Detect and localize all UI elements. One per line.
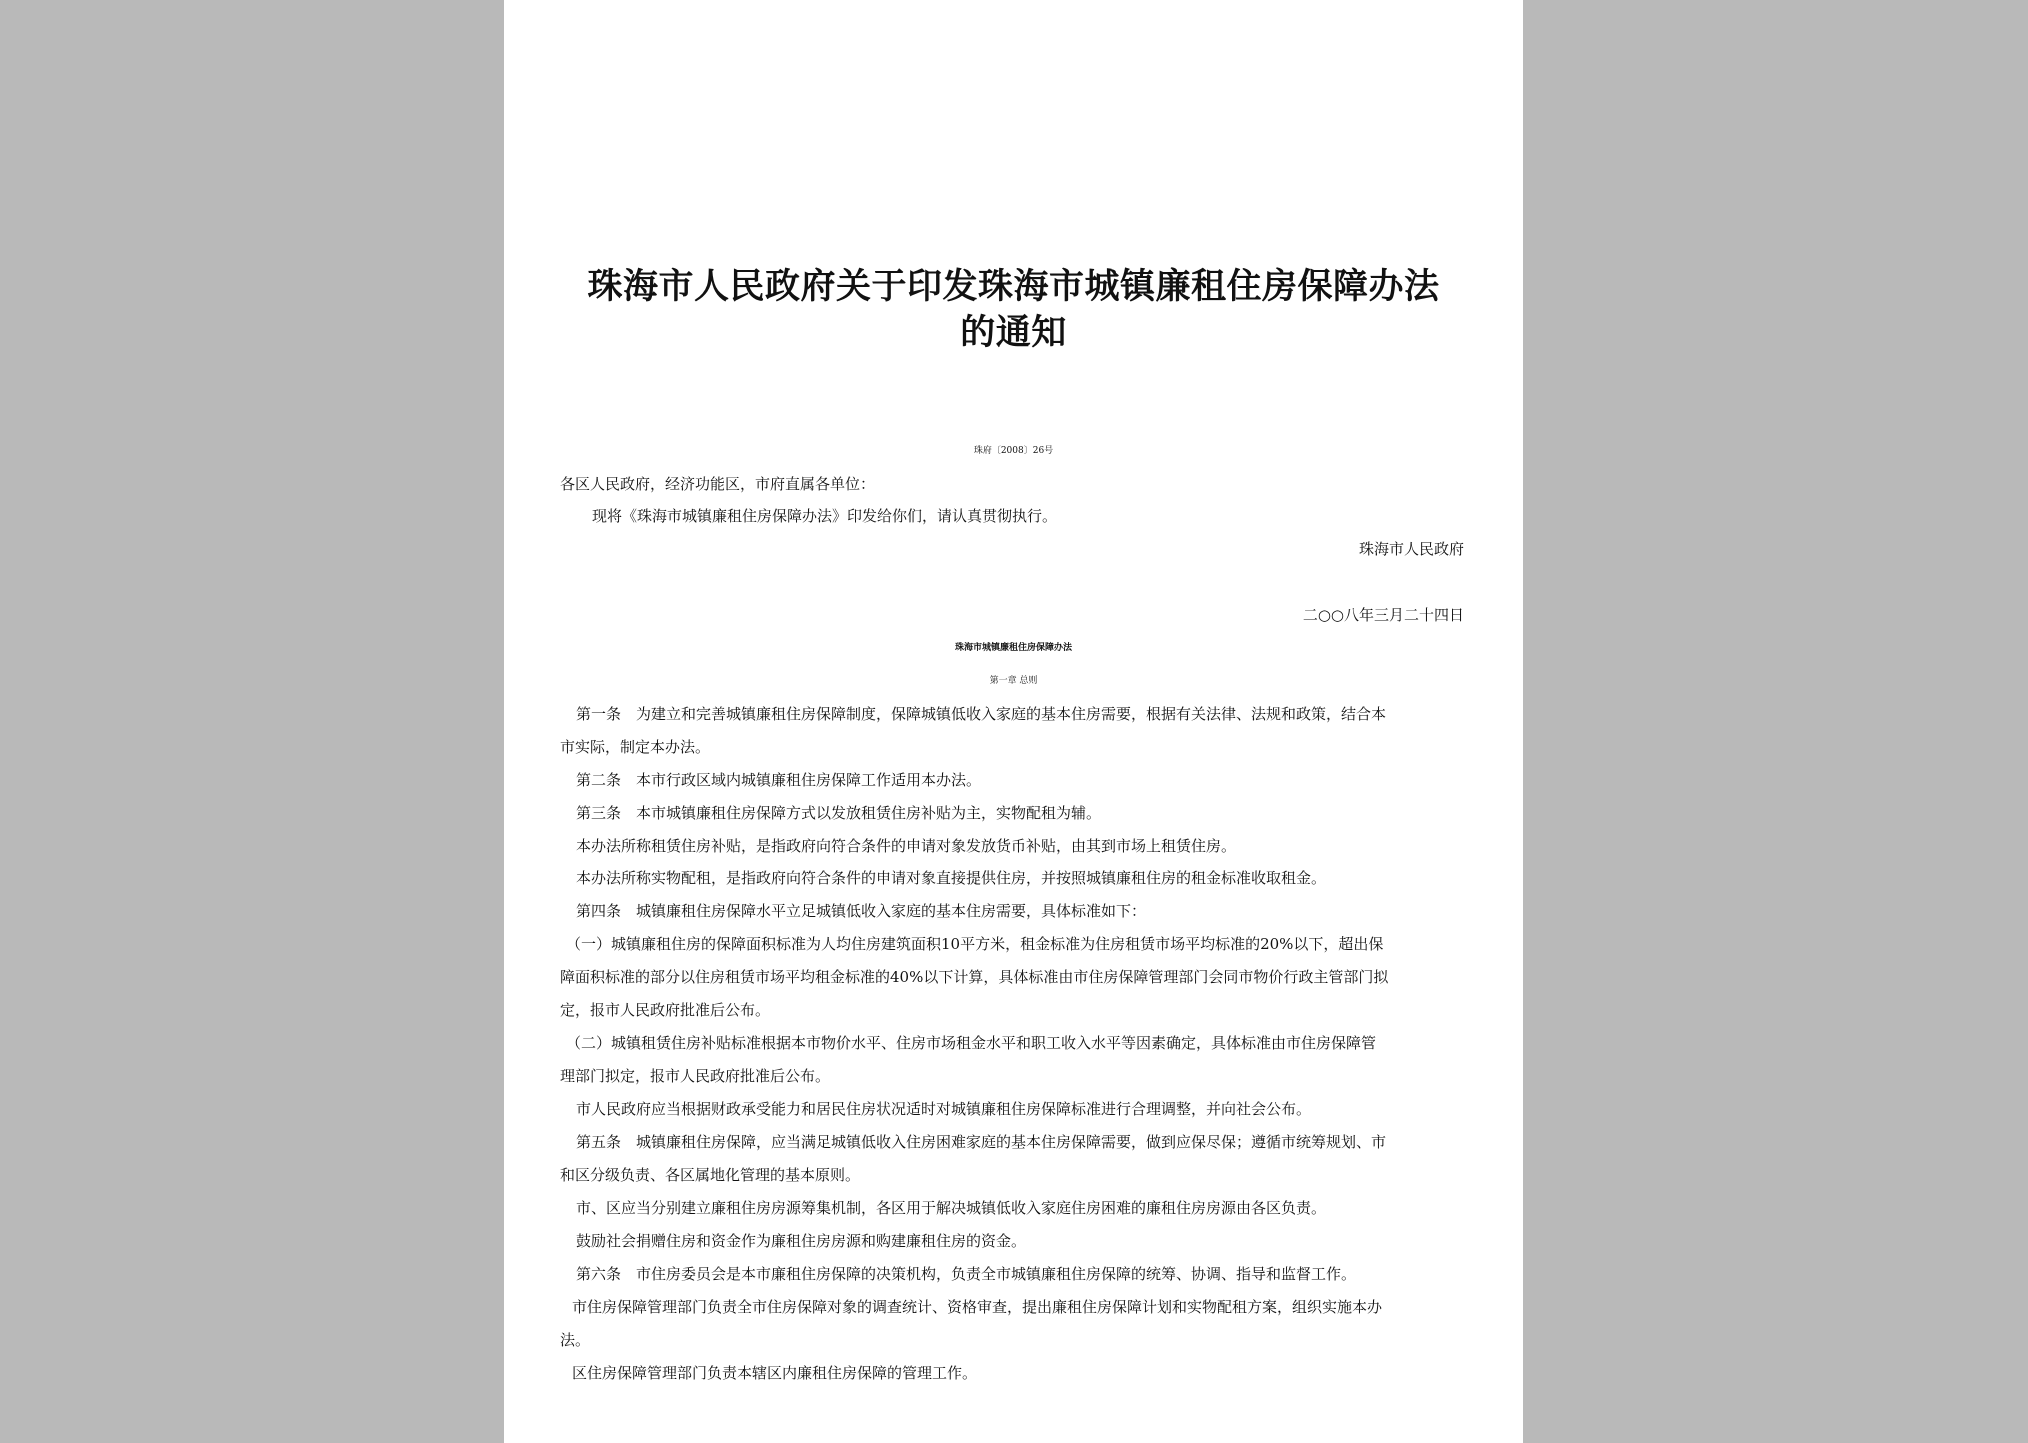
document-title xyxy=(544,264,1483,356)
body-line: 本办法所称租赁住房补贴，是指政府向符合条件的申请对象发放货币补贴，由其到市场上租赁住房。 xyxy=(576,837,1237,855)
body-line: 区住房保障管理部门负责本辖区内廉租住房保障的管理工作。 xyxy=(572,1364,978,1382)
body-line: 第六条 市住房委员会是本市廉租住房保障的决策机构，负责全市城镇廉租住房保障的统筹、协调、指导和监督工作。 xyxy=(576,1265,1357,1283)
chapter-heading: 第一章 总则 xyxy=(989,676,1038,686)
body-line: 市、区应当分别建立廉租住房房源筹集机制，各区用于解决城镇低收入家庭住房困难的廉租住房房源由各区负责。 xyxy=(576,1199,1327,1217)
body-line: （一）城镇廉租住房的保障面积标准为人均住房建筑面积10平方米，租金标准为住房租赁市场平均标准的20%以下，超出保 xyxy=(566,935,1384,953)
body-line: 障面积标准的部分以住房租赁市场平均租金标准的40%以下计算，具体标准由市住房保障管理部门会同市物价行政主管部门拟 xyxy=(560,968,1389,986)
issuer: 珠海市人民政府 xyxy=(1358,540,1464,558)
document-page xyxy=(504,0,1523,1443)
body-line: 市人民政府应当根据财政承受能力和居民住房状况适时对城镇廉租住房保障标准进行合理调整，并向社会公布。 xyxy=(576,1100,1312,1118)
measure-title: 珠海市城镇廉租住房保障办法 xyxy=(954,643,1072,653)
title-line-1: 珠海市人民政府关于印发珠海市城镇廉租住房保障办法 xyxy=(587,266,1440,307)
issue-date: 二○○八年三月二十四日 xyxy=(1302,606,1464,624)
body-line: 第二条 本市行政区域内城镇廉租住房保障工作适用本办法。 xyxy=(576,771,982,789)
title-line-2: 的通知 xyxy=(960,312,1067,353)
body-line: 鼓励社会捐赠住房和资金作为廉租住房房源和购建廉租住房的资金。 xyxy=(576,1232,1027,1250)
body-line: 市住房保障管理部门负责全市住房保障对象的调查统计、资格审查，提出廉租住房保障计划和实物配租方案，组织实施本办 xyxy=(572,1298,1383,1316)
body-line: （二）城镇租赁住房补贴标准根据本市物价水平、住房市场租金水平和职工收入水平等因素确定，具体标准由市住房保障管 xyxy=(566,1034,1377,1052)
body-line: 定，报市人民政府批准后公布。 xyxy=(560,1001,771,1019)
body-line: 法。 xyxy=(560,1331,591,1349)
body-line: 第五条 城镇廉租住房保障，应当满足城镇低收入住房困难家庭的基本住房保障需要，做到应保尽保；遵循市统筹规划、市 xyxy=(576,1133,1387,1151)
body-line: 第三条 本市城镇廉租住房保障方式以发放租赁住房补贴为主，实物配租为辅。 xyxy=(576,804,1102,822)
document-number: 珠府〔2008〕26号 xyxy=(973,446,1054,456)
body-line: 本办法所称实物配租，是指政府向符合条件的申请对象直接提供住房，并按照城镇廉租住房的租金标准收取租金。 xyxy=(576,869,1327,887)
addressee: 各区人民政府，经济功能区，市府直属各单位： xyxy=(560,475,876,493)
body-line: 第一条 为建立和完善城镇廉租住房保障制度，保障城镇低收入家庭的基本住房需要，根据有关法律、法规和政策，结合本 xyxy=(576,705,1387,723)
body-line: 市实际，制定本办法。 xyxy=(560,738,711,756)
body-line: 和区分级负责、各区属地化管理的基本原则。 xyxy=(560,1166,861,1184)
intro-paragraph: 现将《珠海市城镇廉租住房保障办法》印发给你们，请认真贯彻执行。 xyxy=(592,507,1058,525)
body-line: 理部门拟定，报市人民政府批准后公布。 xyxy=(560,1067,831,1085)
body-line: 第四条 城镇廉租住房保障水平立足城镇低收入家庭的基本住房需要，具体标准如下： xyxy=(576,902,1147,920)
